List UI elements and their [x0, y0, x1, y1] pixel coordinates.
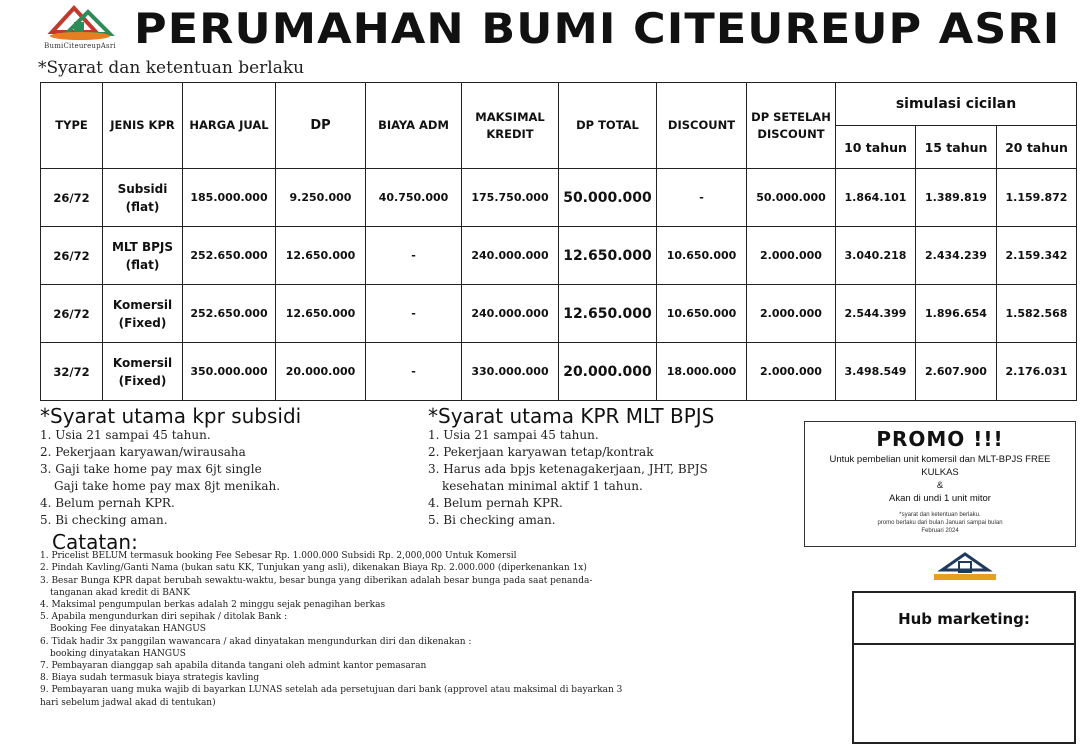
cell-type: 26/72 [41, 169, 103, 227]
cell-discount: - [657, 169, 747, 227]
cell-15-tahun: 1.896.654 [916, 285, 997, 343]
cell-dp-total: 20.000.000 [559, 343, 657, 401]
list-item: 3. Harus ada bpjs ketenagakerjaan, JHT, BPJS [428, 462, 708, 476]
list-item: 3. Gaji take home pay max 6jt single [40, 462, 262, 476]
cell-20-tahun: 2.159.342 [997, 227, 1077, 285]
cell-10-tahun: 3.498.549 [836, 343, 916, 401]
hub-marketing-box [852, 591, 1076, 744]
cell-15-tahun: 1.389.819 [916, 169, 997, 227]
header-harga-jual: HARGA JUAL [183, 83, 276, 169]
cell-dp-total: 12.650.000 [559, 285, 657, 343]
promo-line: Untuk pembelian unit komersil dan MLT-BPJS FREE [829, 454, 1051, 465]
cell-harga: 185.000.000 [183, 169, 276, 227]
cell-dp-setelah: 50.000.000 [747, 169, 836, 227]
promo-title: PROMO !!! [876, 427, 1004, 451]
cell-dp-setelah: 2.000.000 [747, 343, 836, 401]
house-logo-icon [930, 548, 1000, 584]
cell-type: 26/72 [41, 285, 103, 343]
partner-logo [930, 548, 1000, 584]
cell-adm: - [366, 285, 462, 343]
cell-dp-total: 12.650.000 [559, 227, 657, 285]
list-item: Gaji take home pay max 8jt menikah. [54, 479, 281, 493]
header-15-tahun: 15 tahun [916, 126, 997, 169]
cell-20-tahun: 2.176.031 [997, 343, 1077, 401]
list-item: 7. Pembayaran dianggap sah apabila ditanda tangani oleh admint kantor pemasaran [40, 661, 427, 672]
promo-line: & [936, 480, 944, 491]
cell-harga: 252.650.000 [183, 227, 276, 285]
list-item: 4. Maksimal pengumpulan berkas adalah 2 minggu sejak penagihan berkas [40, 600, 386, 611]
cell-dp-setelah: 2.000.000 [747, 227, 836, 285]
page-title: PERUMAHAN BUMI CITEUREUP ASRI [134, 4, 1061, 53]
list-item: 1. Usia 21 sampai 45 tahun. [428, 428, 599, 442]
cell-harga: 252.650.000 [183, 285, 276, 343]
cell-type: 32/72 [41, 343, 103, 401]
list-item: 2. Pekerjaan karyawan tetap/kontrak [428, 445, 654, 459]
cell-discount: 10.650.000 [657, 285, 747, 343]
cell-harga: 350.000.000 [183, 343, 276, 401]
cell-20-tahun: 1.159.872 [997, 169, 1077, 227]
table-row [41, 285, 1077, 343]
cell-kredit: 240.000.000 [462, 227, 559, 285]
list-item: booking dinyatakan HANGUS [50, 648, 186, 659]
list-item: 2. Pindah Kavling/Ganti Nama (bukan satu KK, Tunjukan yang asli), dikenakan Biaya Rp. 2.000.000 (diperkenankan 1x) [40, 563, 587, 574]
cell-adm: - [366, 227, 462, 285]
table-row [41, 169, 1077, 227]
header-biaya-adm: BIAYA ADM [366, 83, 462, 169]
header-discount: DISCOUNT [657, 83, 747, 169]
cell-jenis: Komersil (Fixed) [103, 343, 183, 401]
list-item: 1. Usia 21 sampai 45 tahun. [40, 428, 211, 442]
cell-dp: 9.250.000 [276, 169, 366, 227]
table-row [41, 227, 1077, 285]
list-item: 5. Bi checking aman. [40, 513, 168, 527]
header-20-tahun: 20 tahun [997, 126, 1077, 169]
cell-jenis: Subsidi (flat) [103, 169, 183, 227]
list-item: 4. Belum pernah KPR. [40, 496, 175, 510]
notes-title: Catatan: [52, 530, 138, 554]
list-item: 5. Apabila mengundurkan diri sepihak / ditolak Bank : [40, 612, 288, 623]
cell-dp: 12.650.000 [276, 285, 366, 343]
list-item: 2. Pekerjaan karyawan/wirausaha [40, 445, 246, 459]
promo-terms: Februari 2024 [921, 528, 959, 534]
promo-terms: *syarat dan ketentuan berlaku. [899, 512, 981, 518]
company-logo [38, 2, 122, 54]
cell-10-tahun: 2.544.399 [836, 285, 916, 343]
house-logo-icon [44, 2, 116, 42]
list-item: kesehatan minimal aktif 1 tahun. [442, 479, 643, 493]
cell-15-tahun: 2.607.900 [916, 343, 997, 401]
header [0, 0, 1080, 78]
list-item: 4. Belum pernah KPR. [428, 496, 563, 510]
list-item: hari sebelum jadwal akad di tentukan) [40, 697, 216, 708]
cell-jenis: Komersil (Fixed) [103, 285, 183, 343]
logo-text: BumiCiteureupAsri [44, 42, 116, 50]
notes-section [40, 530, 623, 709]
cell-discount: 18.000.000 [657, 343, 747, 401]
header-maksimal-kredit: MAKSIMAL KREDIT [462, 83, 559, 169]
cell-dp-setelah: 2.000.000 [747, 285, 836, 343]
requirements-mlt-bpjs [428, 404, 715, 529]
cell-15-tahun: 2.434.239 [916, 227, 997, 285]
header-simulasi-cicilan: simulasi cicilan [836, 83, 1077, 126]
header-type: TYPE [41, 83, 103, 169]
promo-line: KULKAS [921, 467, 959, 478]
cell-10-tahun: 1.864.101 [836, 169, 916, 227]
list-item: 3. Besar Bunga KPR dapat berubah sewaktu-waktu, besar bunga yang diberikan adalah besar bunga pada saat penanda- [40, 575, 593, 586]
table-row [41, 343, 1077, 401]
promo-box [804, 421, 1076, 547]
list-item: Booking Fee dinyatakan HANGUS [50, 624, 206, 635]
list-item: 1. Pricelist BELUM termasuk booking Fee Sebesar Rp. 1.000.000 Subsidi Rp. 2,000,000 Untuk Komersil [40, 551, 517, 562]
list-item: 9. Pembayaran uang muka wajib di bayarkan LUNAS setelah ada persetujuan dari bank (approvel atau maksimal di bayarkan 3 [40, 685, 623, 696]
promo-terms: promo berlaku dari bulan Januari sampai bulan [877, 520, 1003, 526]
promo-line: Akan di undi 1 unit mitor [889, 493, 991, 504]
hub-marketing-title: Hub marketing: [854, 593, 1074, 645]
cell-20-tahun: 1.582.568 [997, 285, 1077, 343]
requirements-subsidi-title: *Syarat utama kpr subsidi [40, 404, 302, 428]
price-table [40, 82, 1077, 401]
cell-type: 26/72 [41, 227, 103, 285]
header-dp: DP [276, 83, 366, 169]
cell-jenis: MLT BPJS (flat) [103, 227, 183, 285]
list-item: 6. Tidak hadir 3x panggilan wawancara / akad dinyatakan mengundurkan diri dan dikenakan : [40, 636, 472, 647]
header-dp-setelah-discount: DP SETELAH DISCOUNT [747, 83, 836, 169]
cell-kredit: 175.750.000 [462, 169, 559, 227]
cell-adm: 40.750.000 [366, 169, 462, 227]
requirements-bpjs-title: *Syarat utama KPR MLT BPJS [428, 404, 715, 428]
list-item: 8. Biaya sudah termasuk biaya strategis kavling [40, 673, 260, 684]
requirements-subsidi [40, 404, 302, 529]
cell-dp-total: 50.000.000 [559, 169, 657, 227]
cell-10-tahun: 3.040.218 [836, 227, 916, 285]
cell-kredit: 330.000.000 [462, 343, 559, 401]
header-dp-total: DP TOTAL [559, 83, 657, 169]
cell-dp: 20.000.000 [276, 343, 366, 401]
header-10-tahun: 10 tahun [836, 126, 916, 169]
list-item: 5. Bi checking aman. [428, 513, 556, 527]
cell-adm: - [366, 343, 462, 401]
page-subtitle: *Syarat dan ketentuan berlaku [38, 58, 305, 78]
cell-discount: 10.650.000 [657, 227, 747, 285]
cell-dp: 12.650.000 [276, 227, 366, 285]
cell-kredit: 240.000.000 [462, 285, 559, 343]
list-item: tanganan akad kredit di BANK [50, 587, 190, 598]
header-jenis-kpr: JENIS KPR [103, 83, 183, 169]
